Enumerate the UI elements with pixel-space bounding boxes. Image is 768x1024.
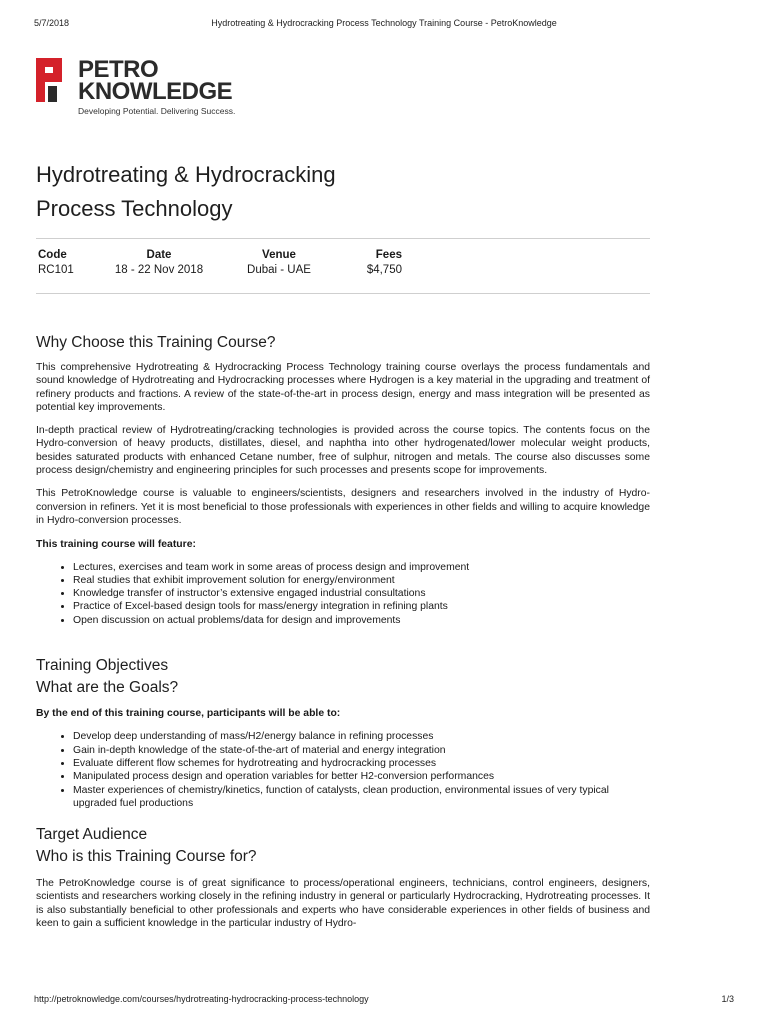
audience-heading-line-1: Target Audience: [36, 826, 148, 844]
why-paragraph-1: This comprehensive Hydrotreating & Hydrocracking Process Technology training course overlays the process fundamentals and sound knowledge of Hydrotreating and Hydrocracking processes where Hydrogen is a key material in the upgrading and treatment of refinery products and fractions. A review of the state-of-the-art in process design, energy and mass integration will be presented as potential key improvements.: [36, 362, 650, 413]
list-item: • Master experiences of chemistry/kinetics, function of catalysts, clean production, environmental issues of very typical upgraded fuel productions: [73, 784, 650, 811]
course-fees-header: Fees: [375, 249, 402, 261]
objectives-intro: By the end of this training course, participants will be able to:: [36, 708, 341, 720]
course-code-header: Code: [38, 249, 67, 261]
petroknowledge-logo-mark-icon: [36, 58, 72, 102]
list-item: • Develop deep understanding of mass/H2/energy balance in refining processes: [73, 730, 650, 743]
objectives-list: [36, 730, 650, 810]
audience-paragraph-1: The PetroKnowledge course is of great significance to process/operational engineers, technicians, control engineers, designers, scientists and researchers working closely in the refining industry in general or particularly Hydrocracking, Hydrotreating processes. It is also substantially beneficial to other professionals and experts who have considerable experiences in other fields of business and keen to gain a sufficient knowledge in the particular industry of Hydro-: [36, 878, 650, 930]
petroknowledge-logo: [36, 56, 236, 118]
objectives-heading-line-2: What are the Goals?: [36, 679, 179, 697]
course-venue-column: [236, 249, 322, 276]
page-title-line-1: Hydrotreating & Hydrocracking: [36, 162, 336, 187]
list-item: • Manipulated process design and operation variables for better H2-conversion performances: [73, 770, 650, 783]
logo-word-knowledge: KNOWLEDGE: [78, 78, 233, 105]
course-code-column: [38, 249, 74, 276]
page-title: [36, 158, 650, 226]
objectives-heading: [36, 655, 650, 699]
course-date-value: 18 - 22 Nov 2018: [114, 264, 204, 276]
why-paragraph-2: In-depth practical review of Hydrotreating/cracking technologies is provided across the course topics. The contents focus on the Hydro-conversion of heavy products, distillates, diesel, and naphtha into other hydrogenated/lower molecular weight products, besides saturated products with enhanced Cetane number, free of sulphur, nitrogen and metals. The course also discusses some process design/chemistry and engineering principles for such processes and presents scope for improvements.: [36, 425, 650, 477]
course-date-column: [114, 249, 204, 276]
list-item: • Knowledge transfer of instructor’s extensive engaged industrial consultations: [73, 587, 650, 600]
main-content: [36, 158, 650, 930]
course-date-header: Date: [146, 249, 172, 261]
objectives-heading-line-1: Training Objectives: [36, 657, 169, 675]
list-item: • Open discussion on actual problems/data for design and improvements: [73, 614, 650, 627]
course-info-table: [36, 238, 650, 294]
course-fees-value: $4,750: [366, 264, 402, 276]
audience-heading: [36, 824, 650, 868]
print-page-title: Hydrotreating & Hydrocracking Process Technology Training Course - PetroKnowledge: [211, 18, 557, 28]
list-item: • Practice of Excel-based design tools for mass/energy integration in refining plants: [73, 600, 650, 613]
why-paragraph-3: This PetroKnowledge course is valuable to engineers/scientists, designers and researchers involved in the industry of Hydro-conversion in refiners. Yet it is most beneficial to those professionals with experiences in other fields and willing to acquire knowledge in Hydro-conversion processes.: [36, 488, 650, 526]
print-header: [34, 18, 734, 30]
list-item: • Evaluate different flow schemes for hydrotreating and hydrocracking processes: [73, 757, 650, 770]
course-fees-column: [354, 249, 402, 276]
logo-tagline: Developing Potential. Delivering Success.: [78, 106, 236, 116]
course-venue-header: Venue: [262, 249, 296, 261]
print-page-number: 1/3: [721, 994, 734, 1004]
list-item: • Lectures, exercises and team work in some areas of process design and improvement: [73, 561, 650, 574]
course-code-value: RC101: [38, 264, 74, 276]
print-footer: [34, 994, 734, 1006]
page-title-line-2: Process Technology: [36, 196, 233, 221]
why-choose-heading: Why Choose this Training Course?: [36, 334, 276, 351]
features-list: [36, 561, 650, 627]
list-item: • Real studies that exhibit improvement solution for energy/environment: [73, 574, 650, 587]
audience-heading-line-2: Who is this Training Course for?: [36, 848, 257, 866]
logo-word-petro: PETRO: [78, 56, 159, 83]
list-item: • Gain in-depth knowledge of the state-of-the-art of material and energy integration: [73, 744, 650, 757]
course-venue-value: Dubai - UAE: [247, 264, 311, 276]
print-date: 5/7/2018: [34, 18, 70, 28]
print-footer-url[interactable]: http://petroknowledge.com/courses/hydrotreating-hydrocracking-process-technology: [34, 994, 369, 1004]
features-intro: This training course will feature:: [36, 539, 196, 551]
